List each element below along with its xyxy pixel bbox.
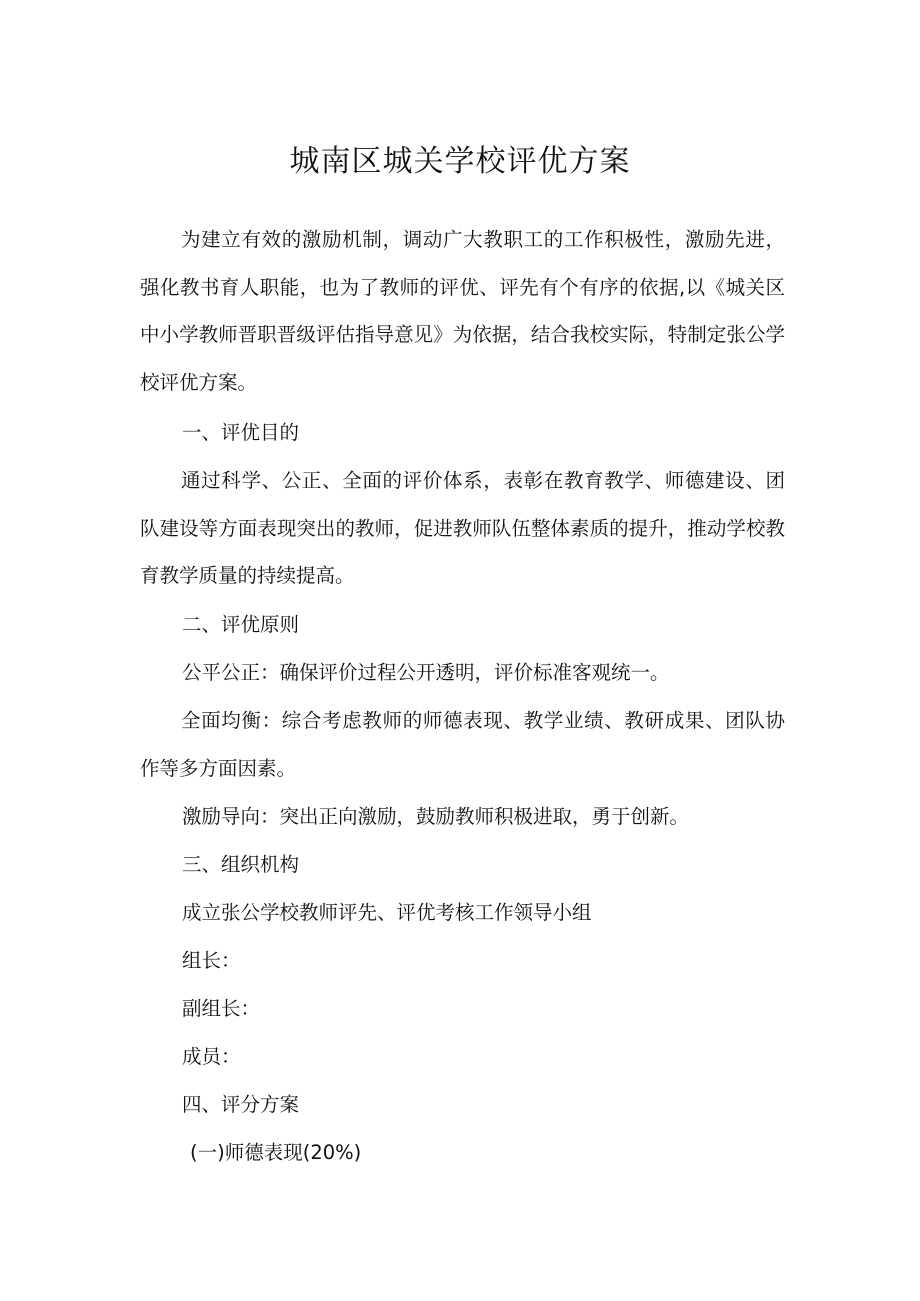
section-heading-purpose: 一、评优目的 [182, 421, 300, 444]
organization-leader: 组长： [182, 949, 241, 972]
purpose-paragraph: 通过科学、公正、全面的评价体系，表彰在教育教学、师德建设、团队建设等方面表现突出的教师，促进教师队伍整体素质的提升，推动学校教育教学质量的持续提高。 [140, 469, 785, 587]
document-title: 城南区城关学校评优方案 [289, 144, 631, 179]
organization-members: 成员： [182, 1045, 241, 1068]
organization-deputy-leader: 副组长： [182, 997, 261, 1020]
principle-comprehensive: 全面均衡：综合考虑教师的师德表现、教学业绩、教研成果、团队协作等多方面因素。 [140, 709, 785, 780]
section-heading-scoring: 四、评分方案 [182, 1093, 300, 1116]
principle-incentive: 激励导向：突出正向激励，鼓励教师积极进取，勇于创新。 [182, 805, 690, 828]
section-heading-organization: 三、组织机构 [182, 853, 300, 876]
section-heading-principles: 二、评优原则 [182, 613, 300, 636]
principle-fairness: 公平公正：确保评价过程公开透明，评价标准客观统一。 [182, 661, 670, 684]
scoring-item-ethics: (一)师德表现(20%) [190, 1141, 362, 1164]
intro-paragraph: 为建立有效的激励机制，调动广大教职工的工作积极性，激励先进，强化教书育人职能，也为了教师的评优、评先有个有序的依据,以《城关区中小学教师晋职晋级评估指导意见》为依据，结合我校实际，特制定张公学校评优方案。 [140, 228, 785, 394]
organization-group: 成立张公学校教师评先、评优考核工作领导小组 [182, 901, 592, 924]
